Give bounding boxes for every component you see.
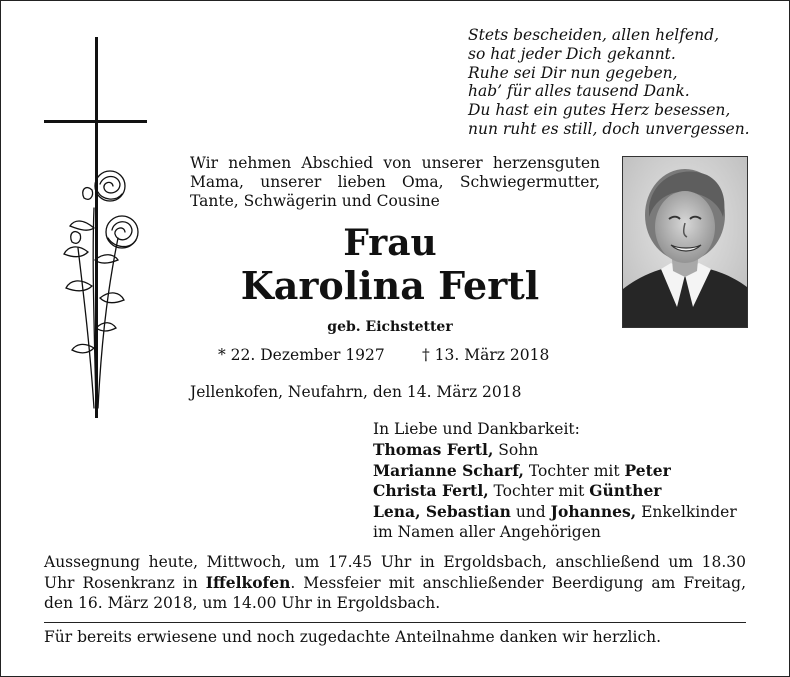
service-text: Uhr Rosenkranz in: [44, 573, 206, 592]
service-line: den 16. März 2018, um 14.00 Uhr in Ergoldsbach.: [44, 593, 441, 612]
portrait-icon: [623, 157, 747, 327]
service-place: Iffelkofen: [205, 572, 291, 592]
death-date: † 13. März 2018: [422, 346, 550, 364]
mourner-line: [373, 502, 753, 523]
intro-line: Mama, unserer lieben Oma, Schwiegermutter,: [190, 173, 600, 191]
mourners-footer: im Namen aller Angehörigen: [373, 522, 601, 541]
mourner-relation: Tochter mit: [488, 482, 590, 501]
poem-line: Ruhe sei Dir nun gegeben,: [468, 63, 678, 82]
mourners-list: [373, 420, 753, 543]
poem-line: Du hast ein gutes Herz besessen,: [468, 101, 731, 120]
mourner-name: Johannes,: [550, 502, 637, 522]
mourner-line: [373, 481, 753, 502]
poem-line: hab’ für alles tausend Dank.: [468, 82, 690, 101]
mourner-name: Thomas Fertl,: [373, 439, 494, 459]
mourner-name: Lena, Sebastian: [373, 502, 511, 522]
mourner-relation: Sohn: [493, 440, 539, 459]
mourner-partner: Günther: [589, 481, 662, 501]
poem: [468, 26, 768, 139]
poem-line: Stets bescheiden, allen helfend,: [468, 26, 719, 44]
intro-line: Wir nehmen Abschied von unserer herzensguten: [190, 154, 600, 172]
mourner-name: Marianne Scharf,: [373, 460, 524, 480]
mourner-relation: Tochter mit: [523, 461, 625, 480]
intro-text: [190, 154, 600, 211]
salutation: Frau: [343, 222, 437, 264]
mourner-relation: Enkelkinder: [636, 503, 737, 522]
mourner-partner: Peter: [624, 460, 671, 480]
thanks-text: Für bereits erwiesene und noch zugedachte Anteilnahme danken wir herzlich.: [44, 628, 662, 646]
portrait-photo: [622, 156, 748, 328]
service-line: Aussegnung heute, Mittwoch, um 17.45 Uhr in Ergoldsbach, anschließend um 18.30: [44, 553, 746, 571]
cross-icon-horizontal: [44, 120, 147, 123]
poem-line: so hat jeder Dich gekannt.: [468, 44, 676, 63]
mourner-line: [373, 461, 753, 482]
mourner-name: Christa Fertl,: [373, 481, 489, 501]
place-date: Jellenkofen, Neufahrn, den 14. März 2018: [190, 383, 522, 401]
intro-line: Tante, Schwägerin und Cousine: [190, 192, 440, 210]
deceased-name: Karolina Fertl: [240, 263, 540, 308]
divider: [44, 622, 746, 623]
poem-line: nun ruht es still, doch unvergessen.: [468, 119, 750, 138]
birth-name: geb. Eichstetter: [327, 319, 453, 335]
service-text: . Messfeier mit anschließender Beerdigung am Freitag,: [290, 573, 746, 592]
service-line: [44, 573, 746, 594]
birth-date: * 22. Dezember 1927: [218, 346, 385, 364]
service-info: [44, 553, 746, 613]
roses-icon: [58, 168, 148, 418]
mourner-line: [373, 440, 753, 461]
mourners-heading: In Liebe und Dankbarkeit:: [373, 420, 580, 438]
mourner-connector: und: [510, 503, 551, 522]
